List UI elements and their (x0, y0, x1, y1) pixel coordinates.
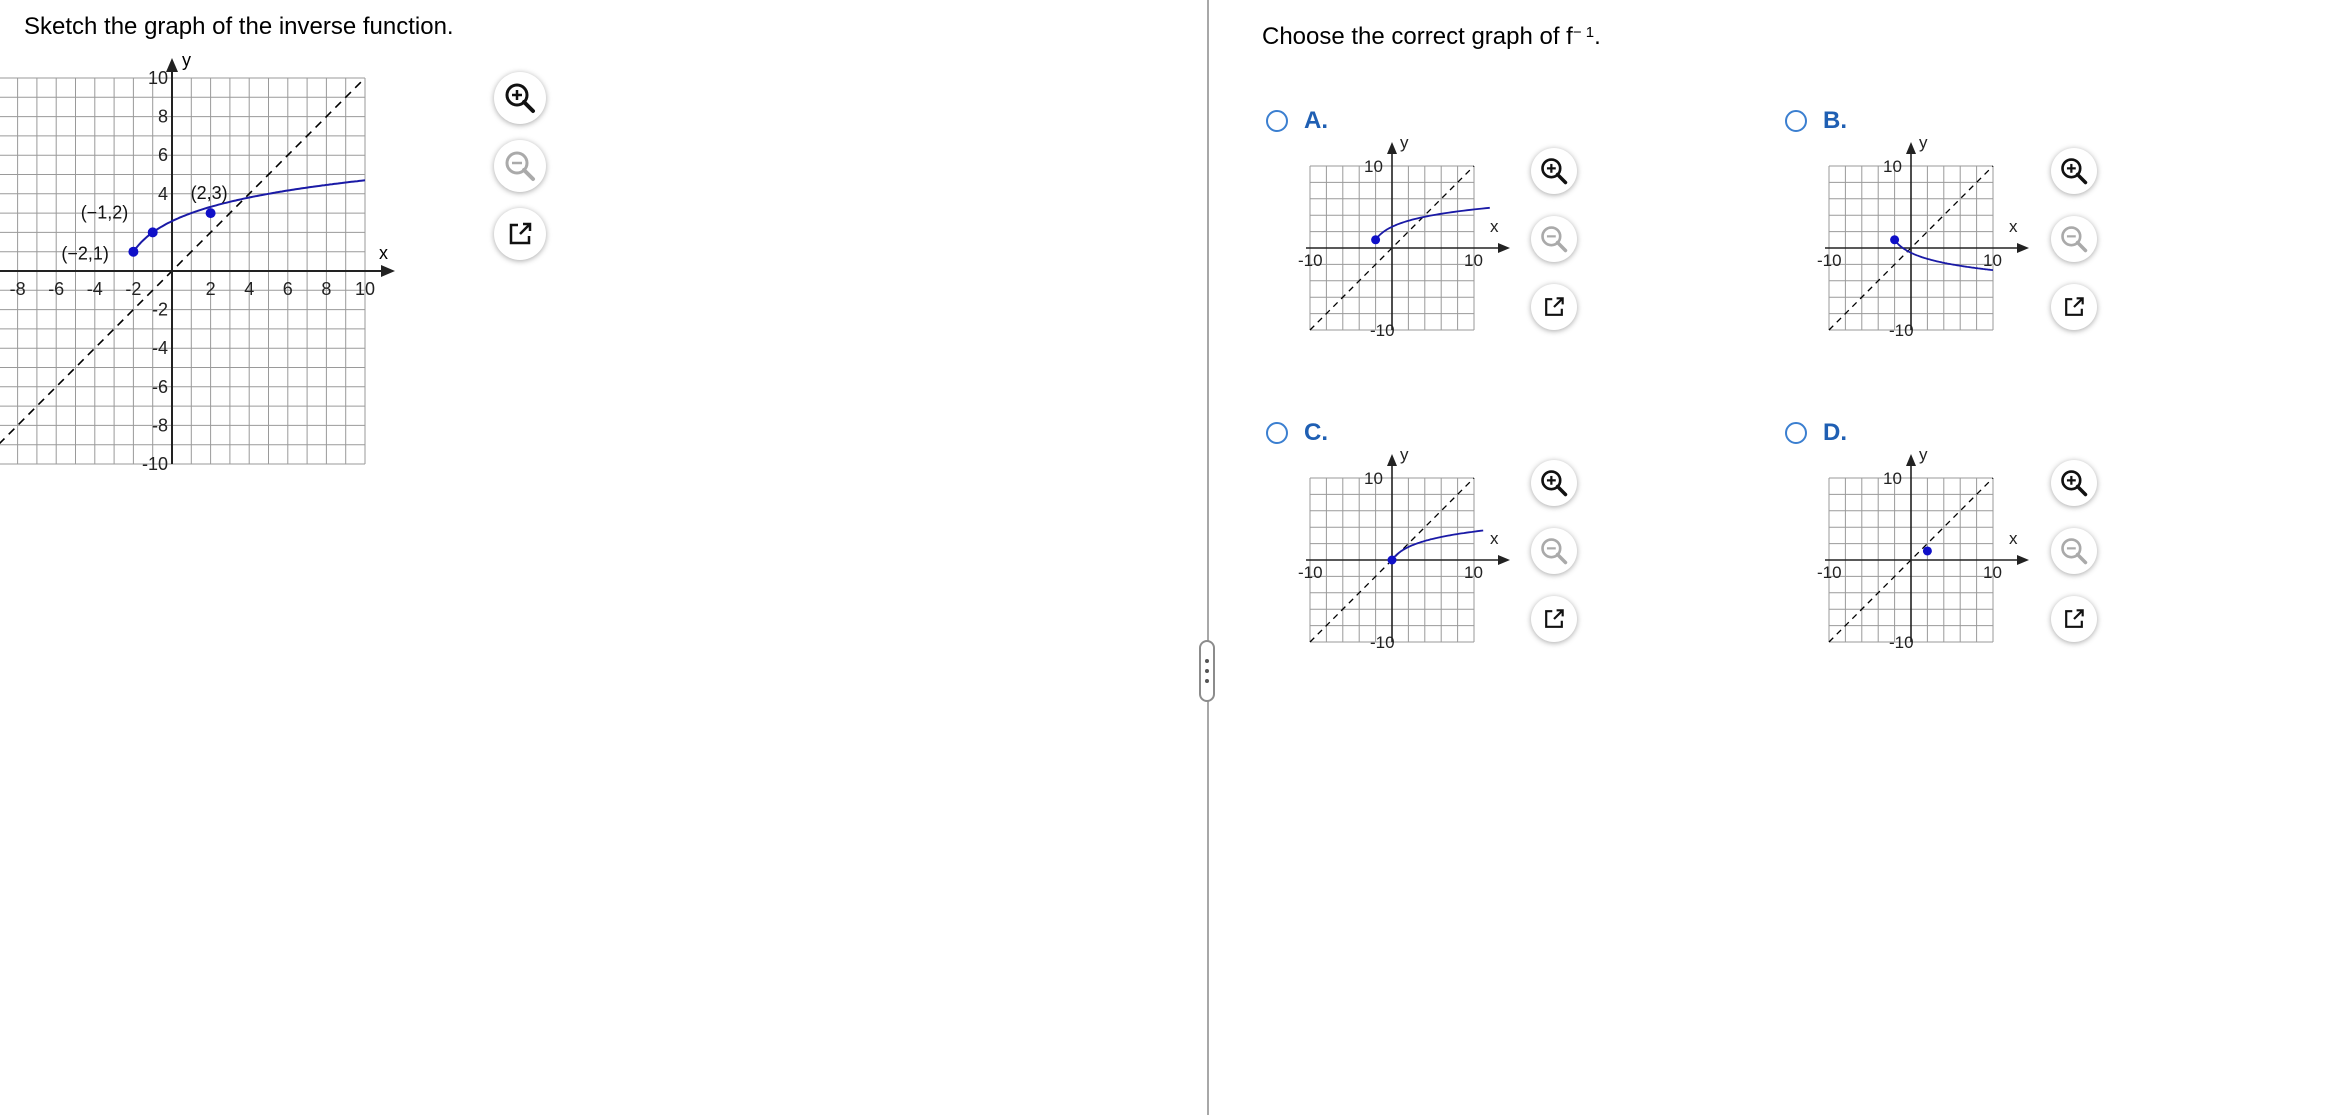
option-a-zoom-in-button[interactable] (1531, 148, 1577, 194)
zoom-in-icon (2059, 156, 2089, 186)
option-b-radio[interactable] (1785, 110, 1807, 132)
option-a-graph (1298, 133, 1542, 366)
option-b-popout-button[interactable] (2051, 284, 2097, 330)
tick-label-bottom: -10 (1370, 633, 1395, 652)
point-marker (128, 247, 138, 257)
tick-label-top: 10 (1883, 157, 1902, 176)
x-tick-label: -4 (86, 279, 103, 299)
y-tick-label: 8 (157, 106, 168, 127)
y-tick-label: -6 (151, 376, 168, 397)
x-axis-arrow (381, 265, 395, 277)
popout-icon (2061, 606, 2087, 632)
option-d-radio[interactable] (1785, 422, 1807, 444)
left-prompt: Sketch the graph of the inverse function. (24, 13, 454, 40)
point-label: (−2,1) (61, 243, 109, 264)
x-axis-label: x (2009, 529, 2018, 548)
y-axis-label: y (182, 50, 191, 70)
y-axis-label: y (1919, 133, 1928, 152)
tick-label-positive: 10 (1464, 251, 1483, 270)
x-tick-label: -6 (48, 279, 65, 299)
tick-label-positive: 10 (1983, 563, 2002, 582)
option-curve (1392, 531, 1483, 561)
option-c-zoom-in-button[interactable] (1531, 460, 1577, 506)
option-c-radio[interactable] (1266, 422, 1288, 444)
zoom-out-icon (1539, 224, 1569, 254)
x-axis-label: x (2009, 217, 2018, 236)
right-prompt-period: . (1594, 23, 1601, 50)
tick-label-positive: 10 (1464, 563, 1483, 582)
inverse-superscript: − 1 (1572, 24, 1595, 41)
option-d-label[interactable]: D. (1823, 419, 1847, 446)
y-tick-label: 10 (147, 68, 168, 88)
x-tick-label: 10 (354, 279, 376, 299)
y-tick-label: -2 (151, 299, 168, 320)
zoom-out-icon (1539, 536, 1569, 566)
option-point (1923, 546, 1932, 555)
option-b-zoom-out-button[interactable] (2051, 216, 2097, 262)
option-c-graph (1298, 445, 1542, 678)
x-axis-label: x (1490, 217, 1499, 236)
panel-divider (1207, 0, 1209, 1115)
x-tick-label: -8 (9, 279, 26, 299)
option-d-zoom-in-button[interactable] (2051, 460, 2097, 506)
x-axis-label: x (1490, 529, 1499, 548)
popout-icon (1541, 606, 1567, 632)
y-axis-arrow (1906, 454, 1916, 466)
popout-icon (505, 219, 535, 249)
point-label: (−1,2) (80, 202, 129, 223)
tick-label-negative: -10 (1817, 563, 1842, 582)
zoom-in-icon (1539, 156, 1569, 186)
zoom-in-icon (503, 81, 537, 115)
y-axis-arrow (1387, 142, 1397, 154)
popout-icon (1541, 294, 1567, 320)
zoom-out-button[interactable] (494, 140, 546, 192)
zoom-in-button[interactable] (494, 72, 546, 124)
x-axis-arrow (2017, 555, 2029, 565)
zoom-in-icon (1539, 468, 1569, 498)
tick-label-top: 10 (1364, 157, 1383, 176)
option-a-zoom-out-button[interactable] (1531, 216, 1577, 262)
x-tick-label: -2 (125, 279, 142, 299)
x-axis-arrow (1498, 243, 1510, 253)
tick-label-bottom: -10 (1889, 321, 1914, 340)
x-tick-label: 4 (244, 279, 255, 299)
tick-label-negative: -10 (1298, 563, 1323, 582)
tick-label-bottom: -10 (1370, 321, 1395, 340)
panel-resize-handle[interactable] (1199, 640, 1215, 702)
x-tick-label: 2 (205, 279, 216, 299)
point-label: (2,3) (190, 183, 228, 204)
y-tick-label: -4 (151, 338, 168, 359)
tick-label-top: 10 (1364, 469, 1383, 488)
tick-label-positive: 10 (1983, 251, 2002, 270)
zoom-in-icon (2059, 468, 2089, 498)
x-tick-label: 6 (282, 279, 293, 299)
option-point (1890, 235, 1899, 244)
y-tick-label: -8 (151, 415, 168, 436)
main-axes (0, 58, 395, 464)
tick-label-negative: -10 (1298, 251, 1323, 270)
point-marker (148, 227, 158, 237)
y-axis-label: y (1400, 133, 1409, 152)
zoom-out-icon (2059, 224, 2089, 254)
y-axis-arrow (1387, 454, 1397, 466)
option-d-zoom-out-button[interactable] (2051, 528, 2097, 574)
tick-label-negative: -10 (1817, 251, 1842, 270)
x-axis-arrow (1498, 555, 1510, 565)
right-prompt-text: Choose the correct graph of f (1262, 23, 1573, 50)
option-a-radio[interactable] (1266, 110, 1288, 132)
zoom-out-icon (2059, 536, 2089, 566)
option-c-label[interactable]: C. (1304, 419, 1328, 446)
option-d-popout-button[interactable] (2051, 596, 2097, 642)
popout-icon (2061, 294, 2087, 320)
y-tick-label: 6 (157, 145, 168, 166)
y-tick-label: -10 (141, 454, 168, 474)
x-axis-arrow (2017, 243, 2029, 253)
option-b-zoom-in-button[interactable] (2051, 148, 2097, 194)
y-axis-label: y (1400, 445, 1409, 464)
tick-label-bottom: -10 (1889, 633, 1914, 652)
y-axis-arrow (1906, 142, 1916, 154)
option-c-popout-button[interactable] (1531, 596, 1577, 642)
right-prompt (1262, 22, 1601, 52)
popout-button[interactable] (494, 208, 546, 260)
zoom-out-icon (503, 149, 537, 183)
option-a-label[interactable]: A. (1304, 107, 1328, 134)
y-axis-label: y (1919, 445, 1928, 464)
option-b-graph (1817, 133, 2061, 366)
y-tick-label: 4 (157, 183, 168, 204)
option-a-popout-button[interactable] (1531, 284, 1577, 330)
option-b-label[interactable]: B. (1823, 107, 1847, 134)
option-point (1371, 235, 1380, 244)
x-tick-label: 8 (321, 279, 332, 299)
option-d-graph (1817, 445, 2061, 678)
tick-label-top: 10 (1883, 469, 1902, 488)
option-point (1388, 556, 1397, 565)
x-axis-label: x (379, 243, 388, 263)
main-graph (9, 50, 500, 508)
point-marker (206, 208, 216, 218)
option-c-zoom-out-button[interactable] (1531, 528, 1577, 574)
